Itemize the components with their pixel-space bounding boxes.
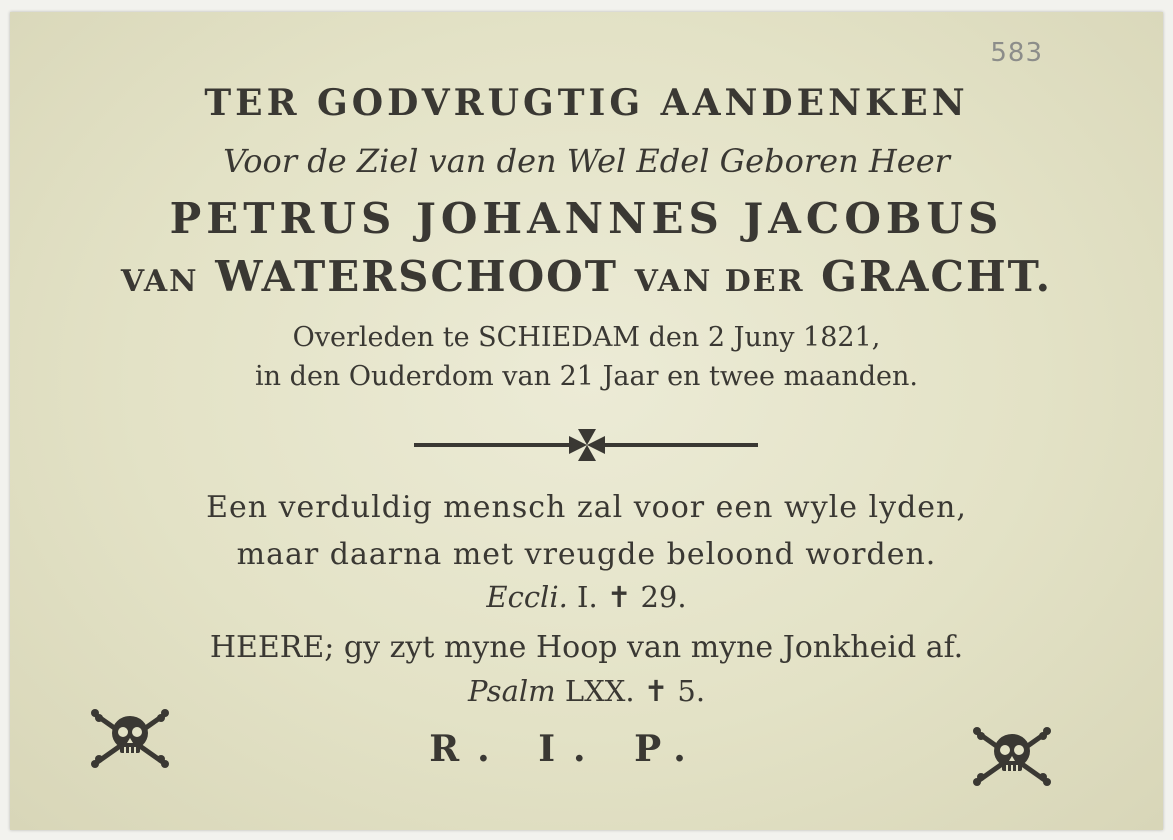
- subheading: Voor de Ziel van den Wel Edel Geboren Heer: [223, 142, 950, 180]
- skull-crossbones-icon: [88, 707, 172, 769]
- death-line-1: Overleden te SCHIEDAM den 2 Juny 1821,: [292, 322, 881, 353]
- rip-text: R. I. P.: [429, 728, 704, 770]
- skull-crossbones-icon: [970, 725, 1054, 787]
- heading: TER GODVRUGTIG AANDENKEN: [204, 82, 969, 124]
- verse-2-book: Psalm: [467, 674, 556, 708]
- death-line-2: in den Ouderdom van 21 Jaar en twee maanden.: [255, 361, 918, 392]
- verse-1-line-1: Een verduldig mensch zal voor een wyle lyden,: [206, 490, 967, 525]
- verse-2-line: HEERE; gy zyt myne Hoop van myne Jonkheid af.: [209, 630, 964, 665]
- archive-number: 583: [990, 38, 1043, 68]
- verse-2-chapter: LXX. ✝ 5.: [564, 674, 706, 708]
- verse-1-chapter: I. ✝ 29.: [577, 580, 687, 614]
- name-prefix: VAN: [120, 264, 199, 299]
- verse-1-book: Eccli.: [486, 580, 568, 614]
- verse-1-reference: [10, 580, 1163, 614]
- memorial-card: [10, 12, 1163, 830]
- name-line-2: [10, 252, 1163, 301]
- verse-1-line-2: maar daarna met vreugde beloond worden.: [236, 537, 937, 572]
- name-main-1: WATERSCHOOT: [215, 252, 618, 301]
- verse-2-reference: [10, 674, 1163, 708]
- name-main-2: GRACHT.: [821, 252, 1053, 301]
- name-middle: VAN DER: [634, 264, 805, 299]
- name-line-1: PETRUS JOHANNES JACOBUS: [169, 194, 1004, 243]
- maltese-cross-divider-icon: [10, 427, 1163, 463]
